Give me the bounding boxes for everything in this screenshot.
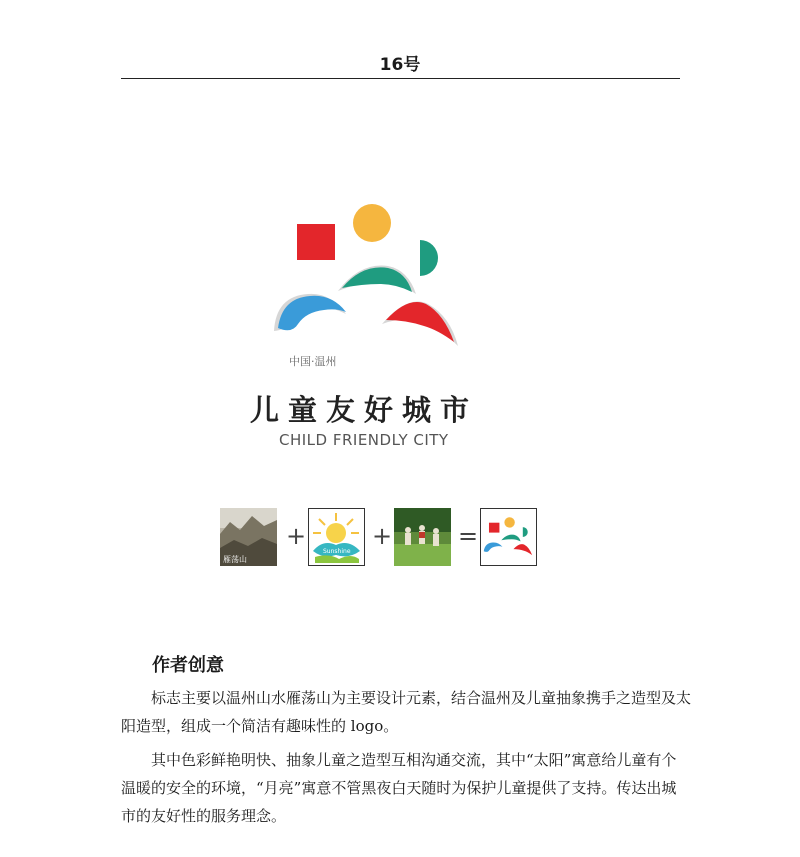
paragraph-1: 标志主要以温州山水雁荡山为主要设计元素，结合温州及儿童抽象携手之造型及太阳造型，组成一个简洁有趣味性的 logo。: [121, 689, 692, 735]
equals-operator: =: [458, 522, 479, 550]
yandang-mountain-photo: [220, 508, 277, 566]
sunshine-illustration: [308, 508, 365, 566]
red-arc: [386, 302, 454, 342]
header-rule: [121, 78, 680, 79]
green-moon: [420, 240, 438, 276]
logo-title-cn: 儿童友好城市: [250, 393, 479, 427]
section-heading: 作者创意: [152, 655, 224, 676]
logo-title-en: CHILD FRIENDLY CITY: [279, 431, 449, 449]
logo-thumbnail: [480, 508, 537, 566]
design-equation: [220, 508, 550, 568]
paragraph-2: 其中色彩鲜艳明快、抽象儿童之造型互相沟通交流，其中“太阳”寓意给儿童有个温暖的安全的环境，“月亮”寓意不管黑夜白天随时为保护儿童提供了支持。传达出城市的友好性的服务理念。: [121, 751, 677, 825]
children-running-photo: [394, 508, 451, 566]
tile1-caption: 雁荡山: [223, 555, 247, 564]
plus-operator-1: +: [286, 522, 307, 550]
red-square: [297, 224, 335, 260]
logo-subtitle: 中国·温州: [289, 355, 337, 368]
child-friendly-city-logo: [268, 196, 468, 356]
green-arc: [342, 267, 412, 292]
tile2-caption: Sunshine: [323, 548, 351, 555]
page-number: 16号: [379, 55, 421, 75]
yellow-sun: [353, 204, 391, 242]
plus-operator-2: +: [372, 522, 393, 550]
